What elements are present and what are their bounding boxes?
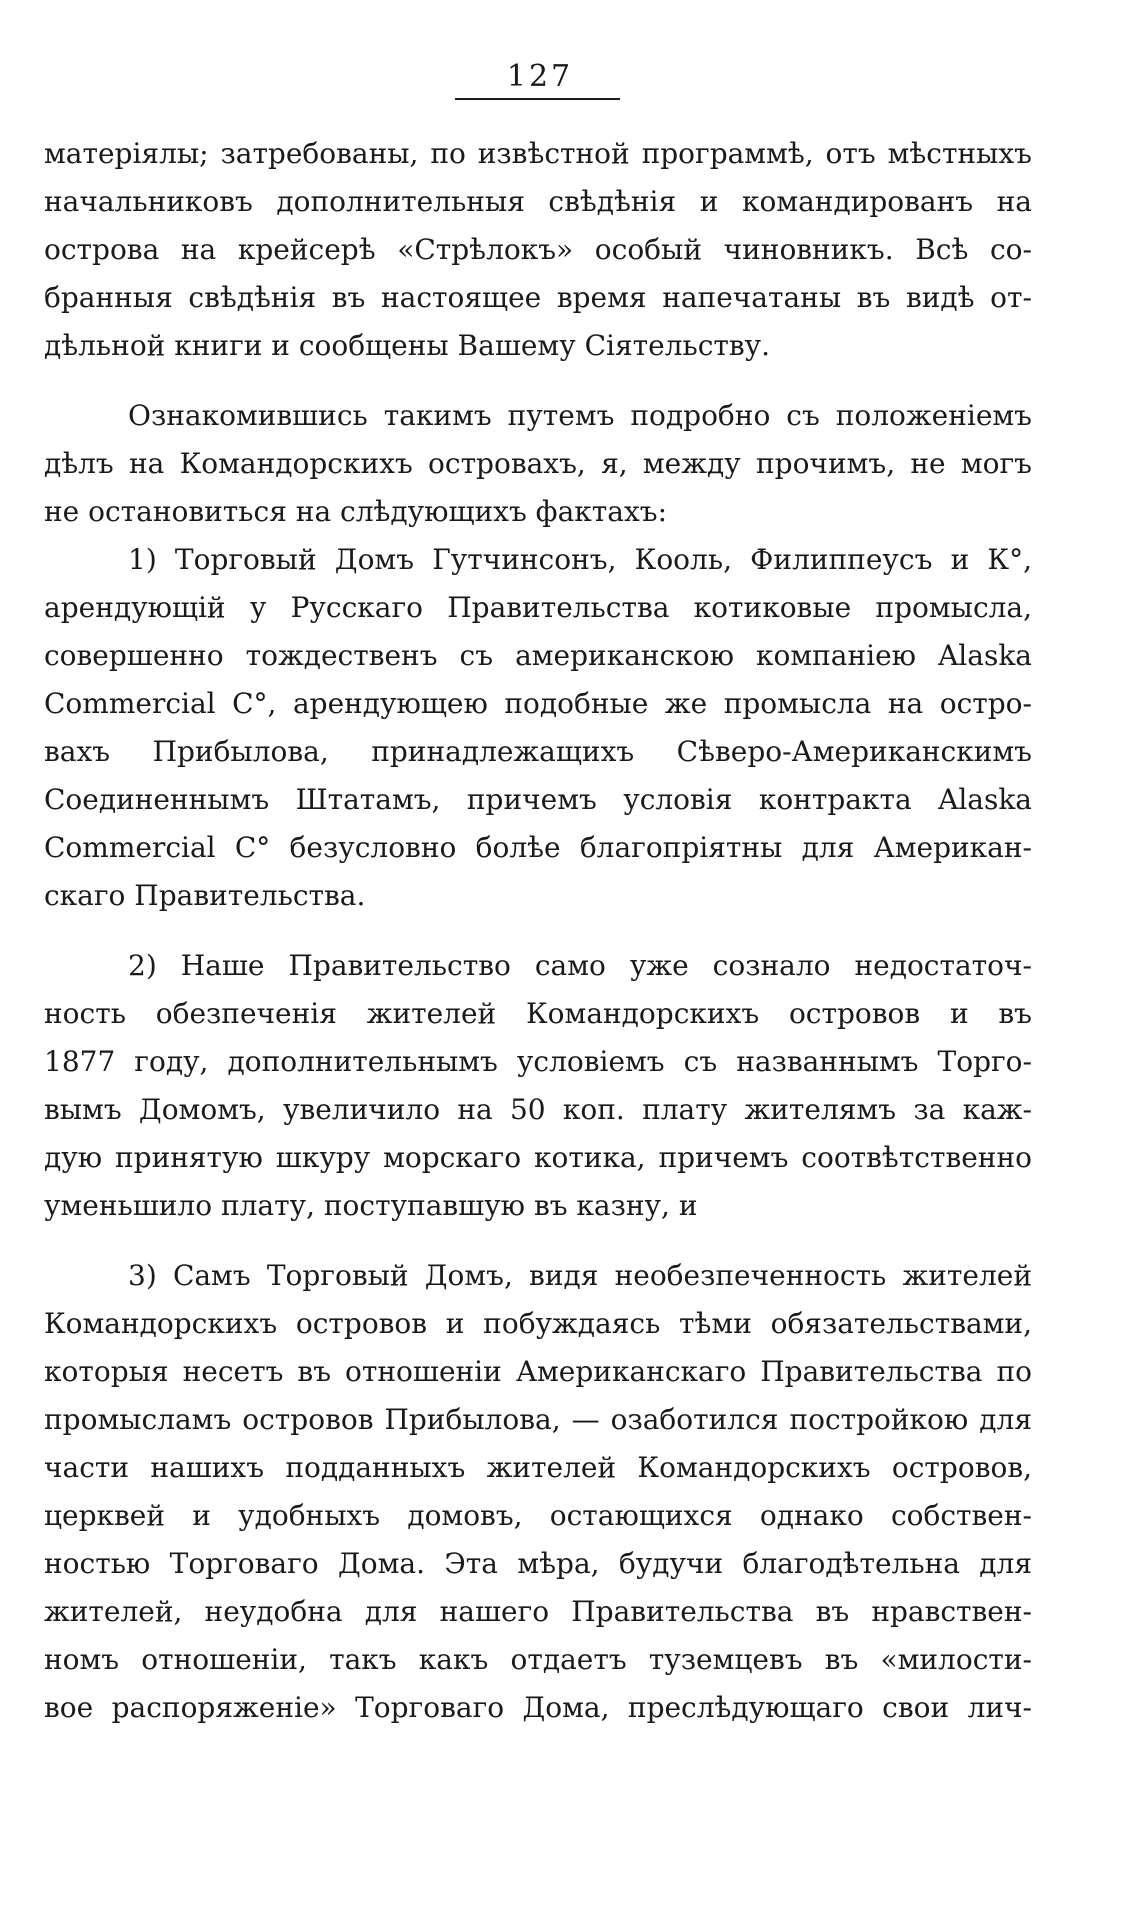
text-line: жителей, неудобна для нашего Правительства въ нравствен- xyxy=(44,1595,1032,1628)
text-line: Commercial C°, арендующею подобные же промысла на остро- xyxy=(44,687,1032,720)
text-line: промысламъ островов Прибылова, — озаботился постройкою для xyxy=(44,1403,1032,1436)
text-line: номъ отношеніи, такъ какъ отдаетъ туземцевъ въ «милости- xyxy=(44,1643,1032,1676)
page-number: 127 xyxy=(506,59,574,94)
text-line: арендующій у Русскаго Правительства котиковые промысла, xyxy=(44,591,1032,624)
text-line: совершенно тождественъ съ американскою компаніею Alaska xyxy=(44,639,1032,672)
text-line: ность обезпеченія жителей Командорскихъ островов и въ xyxy=(44,997,1032,1030)
text-line: Commercial C° безусловно болѣе благопріятны для Американ- xyxy=(44,831,1032,864)
text-line: матеріялы; затребованы, по извѣстной программѣ, отъ мѣстныхъ xyxy=(44,137,1032,170)
text-line: 3) Самъ Торговый Домъ, видя необезпеченность жителей xyxy=(128,1259,1032,1292)
text-line: церквей и удобныхъ домовъ, остающихся однако собствен- xyxy=(44,1499,1032,1532)
paragraph-gap xyxy=(44,920,1032,942)
text-line: части нашихъ подданныхъ жителей Командорскихъ островов, xyxy=(44,1451,1032,1484)
text-line: 2) Наше Правительство само уже сознало недостаточ- xyxy=(128,949,1032,982)
text-line: не остановиться на слѣдующихъ фактахъ: xyxy=(44,495,668,528)
text-line: вое распоряженіе» Торговаго Дома, преслѣдующаго свои лич- xyxy=(44,1691,1032,1724)
paragraph-5 xyxy=(44,1252,1032,1732)
text-line: скаго Правительства. xyxy=(44,879,366,912)
page-number-rule xyxy=(455,98,620,100)
paragraph-3 xyxy=(44,536,1032,920)
text-line: уменьшило плату, поступавшую въ казну, и xyxy=(44,1189,698,1222)
paragraph-gap xyxy=(44,370,1032,392)
body-text xyxy=(44,130,1032,1732)
text-line: острова на крейсерѣ «Стрѣлокъ» особый чиновникъ. Всѣ со- xyxy=(44,233,1032,266)
paragraph-2 xyxy=(44,392,1032,536)
text-line: дѣльной книги и сообщены Вашему Сіятельству. xyxy=(44,329,771,362)
text-line: вахъ Прибылова, принадлежащихъ Сѣверо-Американскимъ xyxy=(44,735,1032,768)
text-line: начальниковъ дополнительныя свѣдѣнія и командированъ на xyxy=(44,185,1032,218)
text-line: бранныя свѣдѣнія въ настоящее время напечатаны въ видѣ от- xyxy=(44,281,1032,314)
text-line: которыя несетъ въ отношеніи Американскаго Правительства по xyxy=(44,1355,1032,1388)
text-line: Ознакомившись такимъ путемъ подробно съ положеніемъ xyxy=(128,399,1032,432)
text-line: дѣлъ на Командорскихъ островахъ, я, между прочимъ, не могъ xyxy=(44,447,1032,480)
text-line: 1877 году, дополнительнымъ условіемъ съ названнымъ Торго- xyxy=(44,1045,1032,1078)
paragraph-4 xyxy=(44,942,1032,1230)
paragraph-1 xyxy=(44,130,1032,370)
text-line: вымъ Домомъ, увеличило на 50 коп. плату жителямъ за каж- xyxy=(44,1093,1032,1126)
paragraph-gap xyxy=(44,1230,1032,1252)
text-line: 1) Торговый Домъ Гутчинсонъ, Кооль, Филиппеусъ и К°, xyxy=(128,543,1032,576)
text-line: ностью Торговаго Дома. Эта мѣра, будучи благодѣтельна для xyxy=(44,1547,1032,1580)
text-line: Соединеннымъ Штатамъ, причемъ условія контракта Alaska xyxy=(44,783,1032,816)
text-line: дую принятую шкуру морскаго котика, причемъ соотвѣтственно xyxy=(44,1141,1032,1174)
text-line: Командорскихъ островов и побуждаясь тѣми обязательствами, xyxy=(44,1307,1032,1340)
